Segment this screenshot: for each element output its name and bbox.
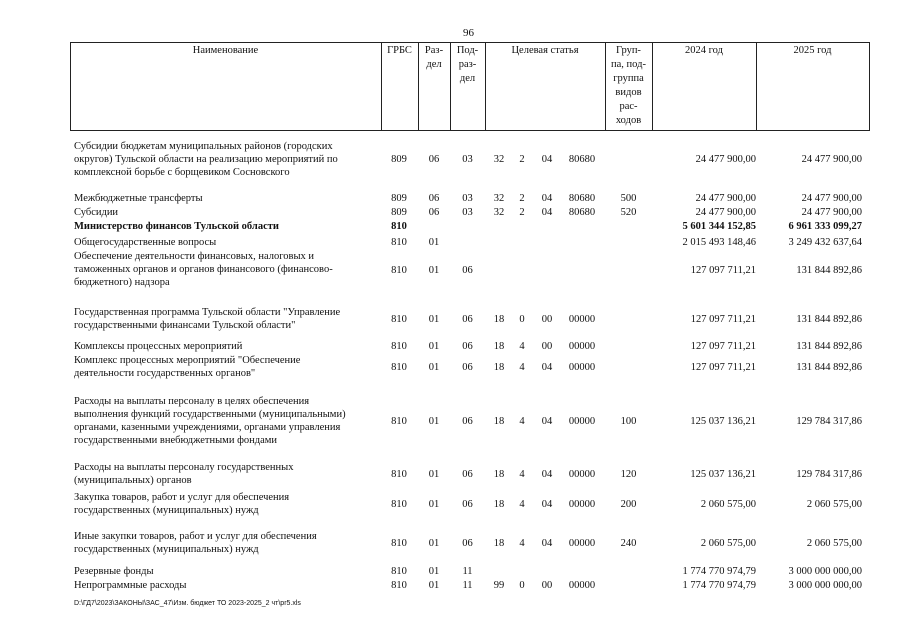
row-name — [74, 491, 374, 517]
cell-t4: 00000 — [568, 341, 596, 352]
cell-rz: 01 — [428, 580, 440, 591]
cell-t4: 00000 — [568, 416, 596, 427]
cell-t4: 00000 — [568, 538, 596, 549]
cell-rz: 01 — [428, 265, 440, 276]
row-name — [74, 140, 374, 179]
cell-rz: 01 — [428, 416, 440, 427]
cell-t4: 80680 — [568, 193, 596, 204]
row-name-line: округов) Тульской области на реализацию мероприятий по — [74, 154, 338, 165]
file-path-footer: D:\ГД7\2023\ЗАКОНЫ\ЗАС_47\Изм. бюджет ТО 2023-2025_2 чт\pr5.xls — [74, 600, 301, 607]
cell-2025: 131 844 892,86 — [796, 341, 862, 352]
cell-2024: 5 601 344 152,85 — [682, 221, 756, 232]
cell-2025: 24 477 900,00 — [801, 193, 862, 204]
cell-grbs: 810 — [391, 469, 407, 480]
cell-2024: 1 774 770 974,79 — [682, 566, 756, 577]
cell-2024: 127 097 711,21 — [690, 314, 756, 325]
cell-t3: 04 — [541, 362, 553, 373]
cell-pr: 06 — [462, 499, 473, 510]
cell-t1: 18 — [493, 341, 505, 352]
cell-2025: 3 249 432 637,64 — [788, 237, 862, 248]
cell-2025: 2 060 575,00 — [806, 538, 862, 549]
cell-pr: 11 — [462, 580, 473, 591]
row-name-line: комплексной борьбе с борщевиком Сосновского — [74, 167, 290, 178]
cell-t3: 04 — [541, 154, 553, 165]
cell-t3: 04 — [541, 499, 553, 510]
cell-2024: 127 097 711,21 — [690, 265, 756, 276]
row-name-line: Общегосударственные вопросы — [74, 237, 217, 248]
cell-t2: 4 — [519, 416, 525, 427]
row-name-line: деятельности государственных органов" — [74, 368, 256, 379]
cell-rz: 01 — [428, 566, 440, 577]
row-name-line: органами, казенными учреждениями, органами управления — [74, 422, 341, 433]
page-number: 96 — [463, 27, 474, 39]
header-razdel: Раз- дел — [424, 45, 444, 70]
cell-grbs: 809 — [391, 207, 407, 218]
cell-grbs: 810 — [391, 314, 407, 325]
row-name-line: Министерство финансов Тульской области — [74, 221, 279, 232]
cell-2024: 1 774 770 974,79 — [682, 580, 756, 591]
cell-rz: 06 — [428, 193, 440, 204]
row-name-line: (муниципальных) органов — [74, 475, 192, 486]
header-2024: 2024 год — [685, 45, 723, 56]
header-2025: 2025 год — [793, 45, 832, 56]
cell-rz: 01 — [428, 314, 440, 325]
cell-vr: 120 — [620, 469, 637, 480]
cell-t1: 18 — [493, 416, 505, 427]
cell-t1: 18 — [493, 469, 505, 480]
row-name-line: таможенных органов и органов финансового (финансово- — [74, 264, 333, 275]
row-name — [74, 530, 374, 556]
row-name-line: государственными финансами Тульской области" — [74, 320, 296, 331]
row-name — [74, 565, 374, 578]
header-bottom-border — [70, 130, 870, 131]
row-name — [74, 579, 374, 592]
cell-2025: 2 060 575,00 — [806, 499, 862, 510]
cell-2025: 131 844 892,86 — [796, 265, 862, 276]
cell-pr: 06 — [462, 416, 473, 427]
cell-t2: 4 — [519, 469, 525, 480]
cell-rz: 01 — [428, 538, 440, 549]
cell-2024: 2 015 493 148,46 — [682, 237, 756, 248]
cell-2024: 2 060 575,00 — [700, 499, 756, 510]
cell-2024: 24 477 900,00 — [695, 154, 756, 165]
cell-2025: 131 844 892,86 — [796, 362, 862, 373]
cell-t4: 00000 — [568, 469, 596, 480]
cell-pr: 06 — [462, 341, 473, 352]
cell-t1: 18 — [493, 314, 505, 325]
cell-pr: 03 — [462, 154, 473, 165]
cell-t2: 4 — [519, 362, 525, 373]
row-name-line: государственными внебюджетными фондами — [74, 435, 278, 446]
cell-grbs: 810 — [391, 221, 407, 232]
row-name-line: Расходы на выплаты персоналу в целях обеспечения — [74, 396, 310, 407]
row-name-line: Межбюджетные трансферты — [74, 193, 203, 204]
cell-2025: 24 477 900,00 — [801, 154, 862, 165]
cell-grbs: 810 — [391, 416, 407, 427]
cell-2024: 24 477 900,00 — [695, 207, 756, 218]
row-name-line: Непрограммные расходы — [74, 580, 187, 591]
cell-vr: 240 — [620, 538, 637, 549]
cell-rz: 01 — [428, 341, 440, 352]
cell-t2: 2 — [519, 154, 525, 165]
cell-2024: 2 060 575,00 — [700, 538, 756, 549]
cell-grbs: 810 — [391, 341, 407, 352]
row-name-line: Государственная программа Тульской области "Управление — [74, 307, 341, 318]
row-name-line: Резервные фонды — [74, 566, 154, 577]
row-name — [74, 250, 374, 289]
cell-vr: 100 — [620, 416, 637, 427]
row-name-line: государственных (муниципальных) нужд — [74, 505, 259, 516]
row-name-line: Комплекс процессных мероприятий "Обеспечение — [74, 355, 301, 366]
cell-t3: 00 — [541, 580, 553, 591]
row-name — [74, 354, 374, 380]
cell-t2: 2 — [519, 193, 525, 204]
cell-t1: 99 — [493, 580, 505, 591]
cell-rz: 01 — [428, 469, 440, 480]
cell-grbs: 810 — [391, 580, 407, 591]
row-name-line: Расходы на выплаты персоналу государственных — [74, 462, 294, 473]
cell-t2: 4 — [519, 341, 525, 352]
header-grbs: ГРБС — [387, 45, 412, 56]
cell-2025: 3 000 000 000,00 — [788, 566, 862, 577]
cell-t2: 2 — [519, 207, 525, 218]
row-name — [74, 236, 374, 249]
header-target: Целевая статья — [511, 45, 579, 56]
row-name-line: Иные закупки товаров, работ и услуг для обеспечения — [74, 531, 317, 542]
cell-rz: 06 — [428, 154, 440, 165]
row-name-line: государственных (муниципальных) нужд — [74, 544, 259, 555]
cell-grbs: 810 — [391, 362, 407, 373]
cell-grbs: 809 — [391, 193, 407, 204]
cell-pr: 11 — [462, 566, 473, 577]
cell-pr: 03 — [462, 193, 473, 204]
cell-t4: 00000 — [568, 362, 596, 373]
cell-t1: 32 — [493, 207, 505, 218]
row-name — [74, 461, 374, 487]
cell-pr: 06 — [462, 265, 473, 276]
cell-2025: 131 844 892,86 — [796, 314, 862, 325]
cell-2024: 125 037 136,21 — [690, 416, 756, 427]
cell-t2: 0 — [519, 314, 525, 325]
cell-t3: 04 — [541, 193, 553, 204]
row-name — [74, 192, 374, 205]
row-name-line: Субсидии — [74, 207, 119, 218]
cell-pr: 06 — [462, 538, 473, 549]
cell-2024: 24 477 900,00 — [695, 193, 756, 204]
row-name-line: Обеспечение деятельности финансовых, налоговых и — [74, 251, 314, 262]
header-group: Груп- па, под- группа видов рас- ходов — [611, 45, 646, 126]
cell-pr: 03 — [462, 207, 473, 218]
cell-grbs: 810 — [391, 566, 407, 577]
cell-pr: 06 — [462, 314, 473, 325]
cell-t4: 80680 — [568, 154, 596, 165]
cell-t1: 18 — [493, 499, 505, 510]
cell-rz: 01 — [428, 362, 440, 373]
cell-t1: 18 — [493, 362, 505, 373]
cell-grbs: 810 — [391, 265, 407, 276]
cell-grbs: 810 — [391, 237, 407, 248]
cell-vr: 500 — [620, 193, 637, 204]
cell-pr: 06 — [462, 362, 473, 373]
row-name-line: выполнения функций государственными (муниципальными) — [74, 409, 346, 420]
cell-t4: 80680 — [568, 207, 596, 218]
cell-2025: 3 000 000 000,00 — [788, 580, 862, 591]
row-name — [74, 340, 374, 353]
row-name-line: Субсидии бюджетам муниципальных районов (городских — [74, 141, 333, 152]
row-name — [74, 220, 374, 233]
cell-t2: 4 — [519, 499, 525, 510]
cell-t1: 32 — [493, 154, 505, 165]
cell-grbs: 810 — [391, 538, 407, 549]
cell-t4: 00000 — [568, 580, 596, 591]
header-name: Наименование — [192, 45, 259, 56]
cell-t4: 00000 — [568, 499, 596, 510]
row-name — [74, 395, 374, 447]
cell-grbs: 810 — [391, 499, 407, 510]
cell-t3: 00 — [541, 314, 553, 325]
cell-t3: 04 — [541, 469, 553, 480]
cell-t3: 04 — [541, 207, 553, 218]
cell-t2: 4 — [519, 538, 525, 549]
row-name-line: бюджетного) надзора — [74, 277, 170, 288]
cell-pr: 06 — [462, 469, 473, 480]
cell-vr: 200 — [620, 499, 637, 510]
cell-2025: 6 961 333 099,27 — [788, 221, 862, 232]
cell-rz: 06 — [428, 207, 440, 218]
cell-2024: 127 097 711,21 — [690, 362, 756, 373]
cell-t4: 00000 — [568, 314, 596, 325]
cell-rz: 01 — [428, 237, 440, 248]
cell-t2: 0 — [519, 580, 525, 591]
cell-t3: 04 — [541, 416, 553, 427]
col-divider — [869, 42, 870, 131]
row-name-line: Комплексы процессных мероприятий — [74, 341, 243, 352]
cell-2024: 125 037 136,21 — [690, 469, 756, 480]
cell-vr: 520 — [620, 207, 637, 218]
header-top-border — [70, 42, 870, 43]
cell-t3: 04 — [541, 538, 553, 549]
cell-rz: 01 — [428, 499, 440, 510]
cell-2025: 129 784 317,86 — [796, 416, 862, 427]
cell-grbs: 809 — [391, 154, 407, 165]
cell-2024: 127 097 711,21 — [690, 341, 756, 352]
cell-t1: 32 — [493, 193, 505, 204]
cell-2025: 129 784 317,86 — [796, 469, 862, 480]
cell-2025: 24 477 900,00 — [801, 207, 862, 218]
row-name-line: Закупка товаров, работ и услуг для обеспечения — [74, 492, 290, 503]
row-name — [74, 206, 374, 219]
cell-t3: 00 — [541, 341, 553, 352]
row-name — [74, 306, 374, 332]
cell-t1: 18 — [493, 538, 505, 549]
header-podrazdel: Под- раз- дел — [456, 45, 479, 84]
